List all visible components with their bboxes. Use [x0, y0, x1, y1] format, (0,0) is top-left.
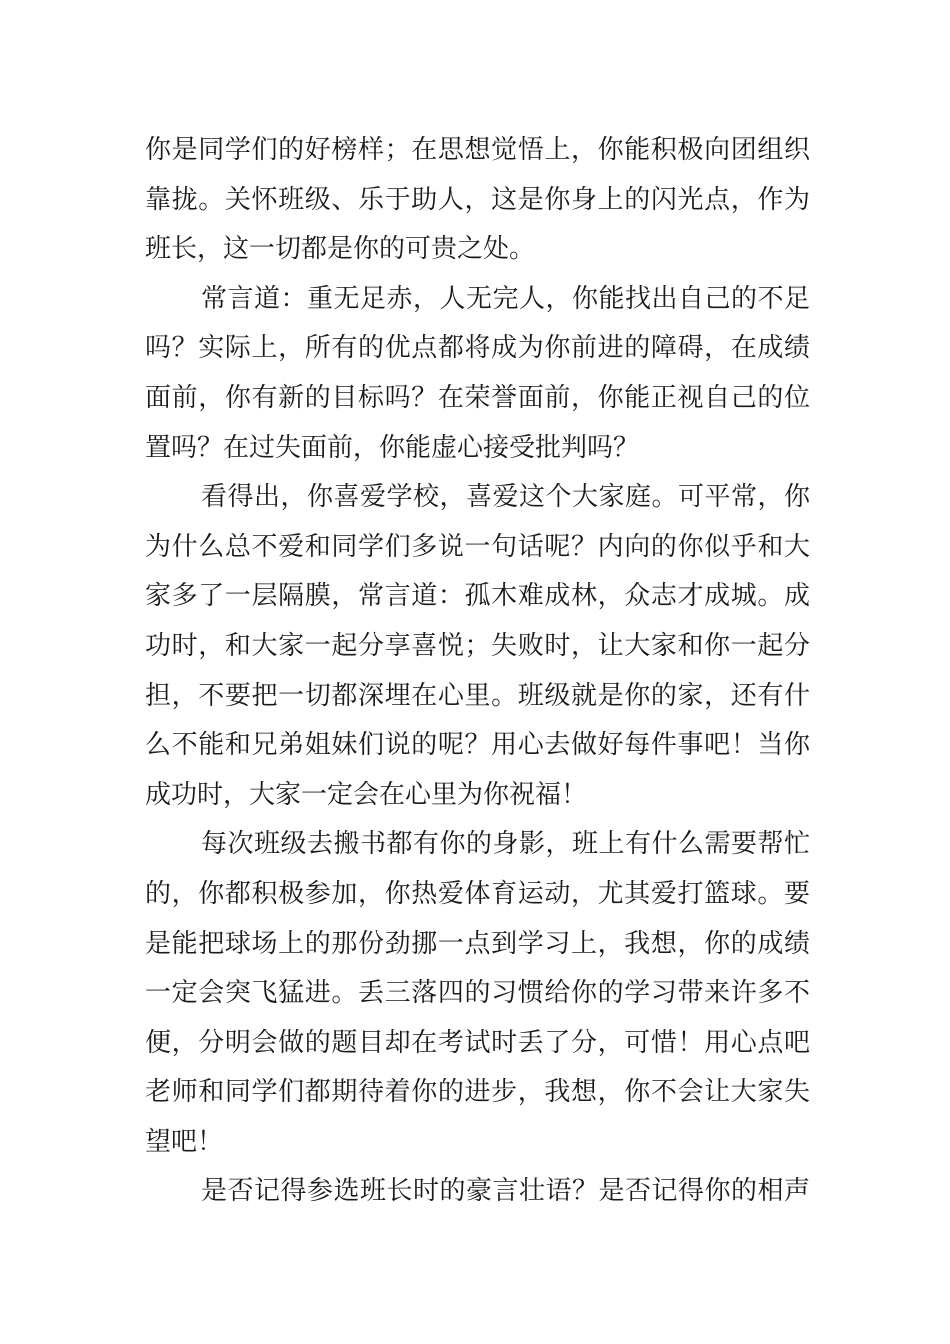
- text-line: 担，不要把一切都深埋在心里。班级就是你的家，还有什: [145, 680, 810, 711]
- body-text: [145, 126, 810, 1217]
- text-line: 置吗？在过失面前，你能虚心接受批判吗？: [145, 432, 640, 463]
- text-line: 便，分明会做的题目却在考试时丢了分，可惜！用心点吧: [145, 1027, 810, 1058]
- paragraph-first-line: 是否记得参选班长时的豪言壮语？是否记得你的相声: [201, 1176, 810, 1207]
- text-line: 是能把球场上的那份劲挪一点到学习上，我想，你的成绩: [145, 928, 810, 959]
- text-line: 家多了一层隔膜，常言道：孤木难成林，众志才成城。成: [145, 581, 810, 612]
- text-line: 为什么总不爱和同学们多说一句话呢？内向的你似乎和大: [145, 531, 810, 562]
- text-line: 的，你都积极参加，你热爱体育运动，尤其爱打篮球。要: [145, 878, 810, 909]
- text-line: 么不能和兄弟姐妹们说的呢？用心去做好每件事吧！当你: [145, 730, 810, 761]
- text-line: 面前，你有新的目标吗？在荣誉面前，你能正视自己的位: [145, 382, 810, 413]
- paragraph-first-line: 看得出，你喜爱学校，喜爱这个大家庭。可平常，你: [201, 482, 810, 513]
- paragraph-first-line: 每次班级去搬书都有你的身影，班上有什么需要帮忙: [201, 829, 810, 860]
- text-line: 老师和同学们都期待着你的进步，我想，你不会让大家失: [145, 1077, 810, 1108]
- paragraph-first-line: 常言道：重无足赤，人无完人，你能找出自己的不足: [201, 283, 810, 314]
- text-line: 班长，这一切都是你的可贵之处。: [145, 234, 536, 265]
- text-line: 望吧！: [145, 1126, 224, 1157]
- text-line: 你是同学们的好榜样；在思想觉悟上，你能积极向团组织: [145, 135, 810, 165]
- text-line: 成功时，大家一定会在心里为你祝福！: [145, 779, 588, 810]
- text-line: 一定会突飞猛进。丢三落四的习惯给你的学习带来许多不: [145, 978, 810, 1009]
- text-line: 吗？实际上，所有的优点都将成为你前进的障碍，在成绩: [145, 333, 810, 364]
- text-line: 功时，和大家一起分享喜悦；失败时，让大家和你一起分: [145, 630, 810, 661]
- text-line: 靠拢。关怀班级、乐于助人，这是你身上的闪光点，作为: [145, 184, 810, 215]
